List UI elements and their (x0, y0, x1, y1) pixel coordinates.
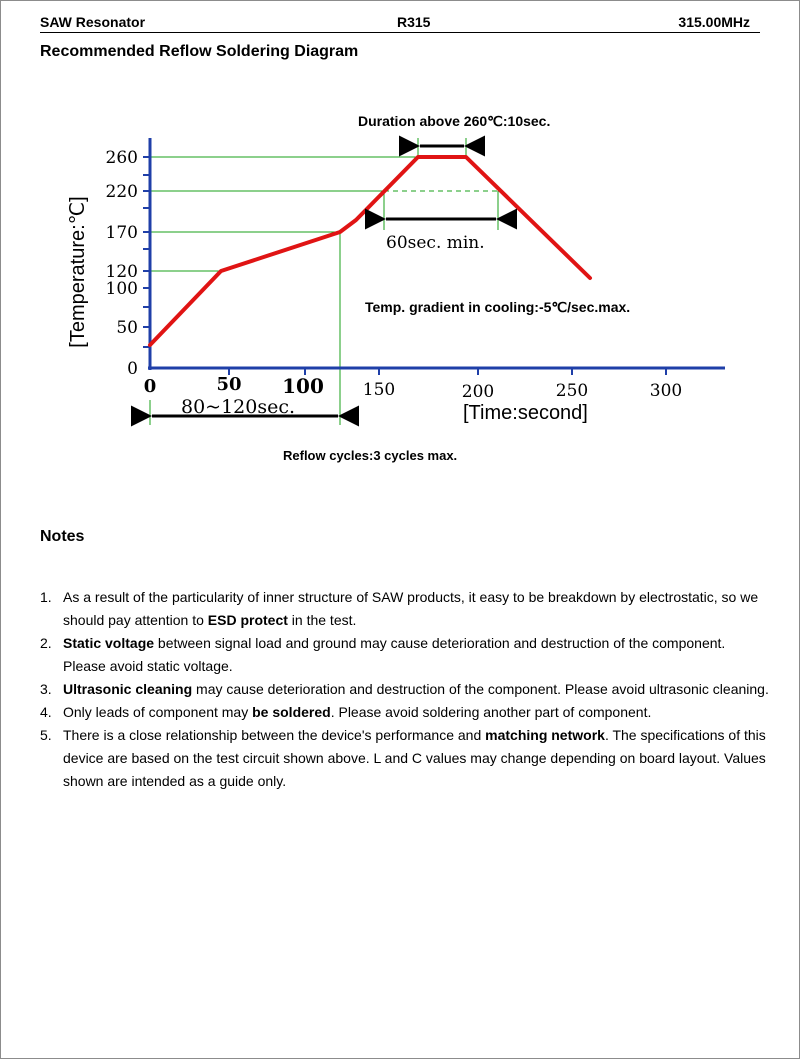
note-number: 2. (40, 635, 52, 651)
x-axis-title: [Time:second] (463, 402, 588, 424)
reflow-diagram (0, 0, 800, 520)
note-item (40, 701, 770, 724)
header-model: R315 (397, 14, 431, 30)
note-text: . The specifications of this device are based on the test circuit shown above. L and C values may change depending on board layout. Values shown are intended as a guide only. (63, 727, 766, 789)
x-label-100: 100 (282, 374, 324, 398)
note-emphasis: ESD protect (207, 612, 288, 628)
note-text: in the test. (287, 612, 357, 628)
y-label-220: 220 (105, 182, 138, 202)
x-label-200: 200 (461, 382, 495, 402)
notes-title: Notes (40, 528, 85, 545)
y-label-100: 100 (105, 279, 138, 299)
x-label-50: 50 (216, 374, 242, 395)
note-text: As a result of the particularity of inner structure of SAW products, it easy to be breakdown by electrostatic, so we should pay attention to (63, 589, 759, 628)
ramp-label: 80~120sec. (181, 396, 296, 418)
y-label-0: 0 (127, 359, 138, 379)
notes-list (40, 586, 770, 793)
duration-label: Duration above 260℃:10sec. (358, 113, 551, 129)
y-label-170: 170 (105, 223, 138, 243)
header-frequency: 315.00MHz (678, 14, 750, 30)
note-emphasis: Ultrasonic cleaning (63, 681, 193, 697)
note-emphasis: matching network (485, 727, 605, 743)
note-item (40, 586, 770, 632)
note-text: may cause deterioration and destruction of the component. Please avoid ultrasonic cleaning. (192, 681, 769, 697)
note-emphasis: Static voltage (63, 635, 155, 651)
guide-lines (150, 138, 498, 425)
note-text: Only leads of component may (63, 704, 253, 720)
note-text: . Please avoid soldering another part of component. (330, 704, 652, 720)
note-number: 5. (40, 727, 52, 743)
preheat-label: 60sec. min. (386, 233, 485, 253)
axes (143, 138, 725, 375)
section-title: Recommended Reflow Soldering Diagram (40, 43, 359, 60)
dimension-arrows (152, 146, 496, 416)
x-label-250: 250 (555, 381, 589, 401)
note-item (40, 678, 770, 701)
note-item (40, 632, 770, 678)
x-label-0: 0 (143, 376, 157, 397)
note-number: 3. (40, 681, 52, 697)
cooling-label: Temp. gradient in cooling:-5℃/sec.max. (365, 299, 631, 315)
cycles-label: Reflow cycles:3 cycles max. (283, 448, 458, 463)
note-item (40, 724, 770, 793)
y-axis-title: [Temperature:℃] (67, 196, 89, 348)
note-number: 1. (40, 589, 52, 605)
note-text: There is a close relationship between the device's performance and (63, 727, 486, 743)
y-label-120: 120 (105, 262, 138, 282)
y-label-50: 50 (116, 318, 138, 338)
note-text: between signal load and ground may cause deterioration and destruction of the component. Please avoid static voltage. (63, 635, 726, 674)
y-label-260: 260 (105, 148, 138, 168)
header-product: SAW Resonator (40, 14, 146, 30)
x-label-150: 150 (362, 380, 396, 400)
note-number: 4. (40, 704, 52, 720)
x-label-300: 300 (649, 381, 683, 401)
reflow-profile-curve (150, 157, 590, 345)
note-emphasis: be soldered (252, 704, 331, 720)
